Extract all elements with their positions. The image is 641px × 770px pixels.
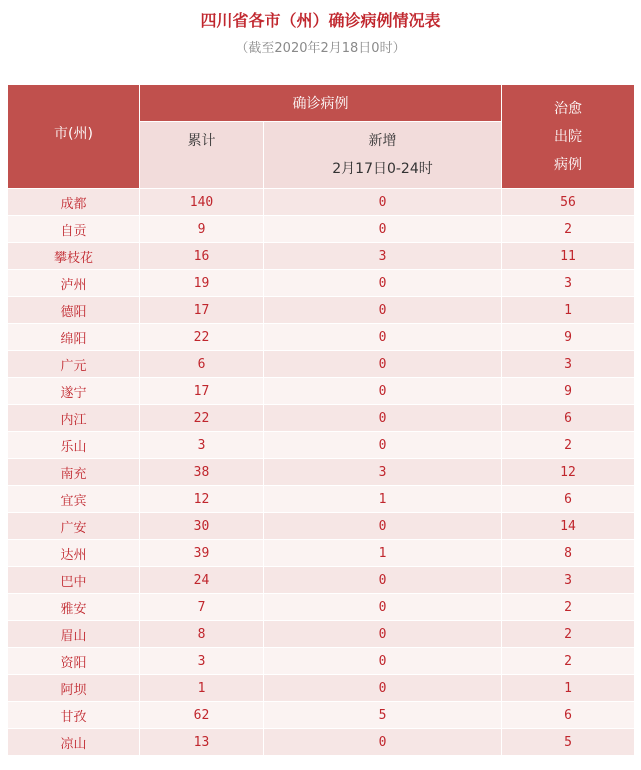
cell-cured: 8 bbox=[502, 540, 635, 567]
cell-city: 广元 bbox=[8, 351, 140, 378]
cell-cured: 1 bbox=[502, 297, 635, 324]
cell-cured: 3 bbox=[502, 351, 635, 378]
cell-city: 巴中 bbox=[8, 567, 140, 594]
header-city: 市(州) bbox=[8, 85, 140, 189]
cell-total: 8 bbox=[140, 621, 264, 648]
cell-total: 62 bbox=[140, 702, 264, 729]
cell-new: 0 bbox=[264, 378, 502, 405]
cell-city: 绵阳 bbox=[8, 324, 140, 351]
cell-city: 雅安 bbox=[8, 594, 140, 621]
cell-cured: 2 bbox=[502, 648, 635, 675]
cell-total: 22 bbox=[140, 324, 264, 351]
table-body bbox=[8, 189, 635, 756]
cell-cured: 2 bbox=[502, 621, 635, 648]
cell-total: 39 bbox=[140, 540, 264, 567]
cell-total: 3 bbox=[140, 648, 264, 675]
cell-new: 0 bbox=[264, 729, 502, 756]
cell-total: 140 bbox=[140, 189, 264, 216]
table-row bbox=[8, 351, 635, 378]
cell-total: 3 bbox=[140, 432, 264, 459]
cell-city: 内江 bbox=[8, 405, 140, 432]
header-cured bbox=[502, 85, 635, 189]
cell-total: 30 bbox=[140, 513, 264, 540]
cell-cured: 2 bbox=[502, 432, 635, 459]
cell-total: 9 bbox=[140, 216, 264, 243]
cell-city: 阿坝 bbox=[8, 675, 140, 702]
cell-city: 泸州 bbox=[8, 270, 140, 297]
cell-cured: 5 bbox=[502, 729, 635, 756]
page-title: 四川省各市（州）确诊病例情况表 bbox=[200, 11, 441, 30]
cell-cured: 3 bbox=[502, 270, 635, 297]
cell-total: 38 bbox=[140, 459, 264, 486]
cell-cured: 12 bbox=[502, 459, 635, 486]
table-row bbox=[8, 621, 635, 648]
cell-new: 0 bbox=[264, 648, 502, 675]
table-row bbox=[8, 594, 635, 621]
header-total: 累计 bbox=[140, 122, 264, 189]
cell-city: 凉山 bbox=[8, 729, 140, 756]
table-row bbox=[8, 459, 635, 486]
header-confirmed: 确诊病例 bbox=[140, 85, 502, 122]
cell-cured: 9 bbox=[502, 324, 635, 351]
cell-cured: 3 bbox=[502, 567, 635, 594]
cell-cured: 14 bbox=[502, 513, 635, 540]
cell-cured: 6 bbox=[502, 486, 635, 513]
header-cured-line2: 出院 bbox=[554, 128, 582, 145]
table-row bbox=[8, 432, 635, 459]
cell-new: 1 bbox=[264, 540, 502, 567]
cell-new: 0 bbox=[264, 567, 502, 594]
cell-total: 12 bbox=[140, 486, 264, 513]
table-row bbox=[8, 540, 635, 567]
cell-city: 眉山 bbox=[8, 621, 140, 648]
cell-city: 自贡 bbox=[8, 216, 140, 243]
cell-city: 德阳 bbox=[8, 297, 140, 324]
header-cured-line3: 病例 bbox=[554, 156, 582, 173]
table-row bbox=[8, 702, 635, 729]
cell-total: 17 bbox=[140, 378, 264, 405]
header-cured-line1: 治愈 bbox=[554, 100, 582, 117]
table-row bbox=[8, 378, 635, 405]
cell-cured: 6 bbox=[502, 702, 635, 729]
cell-new: 1 bbox=[264, 486, 502, 513]
cell-new: 0 bbox=[264, 621, 502, 648]
cell-new: 0 bbox=[264, 432, 502, 459]
cell-city: 广安 bbox=[8, 513, 140, 540]
table-row bbox=[8, 648, 635, 675]
cell-city: 攀枝花 bbox=[8, 243, 140, 270]
cell-new: 0 bbox=[264, 594, 502, 621]
cell-total: 24 bbox=[140, 567, 264, 594]
cell-city: 遂宁 bbox=[8, 378, 140, 405]
cell-cured: 11 bbox=[502, 243, 635, 270]
table-row bbox=[8, 513, 635, 540]
cell-new: 0 bbox=[264, 270, 502, 297]
header-new-period: 2月17日0-24时 bbox=[332, 161, 433, 177]
table-row bbox=[8, 216, 635, 243]
cell-city: 南充 bbox=[8, 459, 140, 486]
page-subtitle: （截至2020年2月18日0时） bbox=[235, 41, 406, 56]
header-new bbox=[264, 122, 502, 189]
table-row bbox=[8, 189, 635, 216]
cell-city: 成都 bbox=[8, 189, 140, 216]
cell-new: 5 bbox=[264, 702, 502, 729]
cell-cured: 1 bbox=[502, 675, 635, 702]
table-row bbox=[8, 729, 635, 756]
cell-city: 宜宾 bbox=[8, 486, 140, 513]
table-row bbox=[8, 270, 635, 297]
cell-total: 1 bbox=[140, 675, 264, 702]
cell-total: 17 bbox=[140, 297, 264, 324]
cell-new: 0 bbox=[264, 513, 502, 540]
cell-new: 3 bbox=[264, 243, 502, 270]
cell-total: 19 bbox=[140, 270, 264, 297]
table-row bbox=[8, 567, 635, 594]
table-row bbox=[8, 243, 635, 270]
cell-new: 0 bbox=[264, 675, 502, 702]
table-row bbox=[8, 324, 635, 351]
cell-total: 13 bbox=[140, 729, 264, 756]
cell-cured: 2 bbox=[502, 594, 635, 621]
cell-total: 7 bbox=[140, 594, 264, 621]
cell-total: 16 bbox=[140, 243, 264, 270]
cases-table bbox=[7, 84, 635, 756]
cell-new: 0 bbox=[264, 189, 502, 216]
cell-total: 22 bbox=[140, 405, 264, 432]
cell-city: 达州 bbox=[8, 540, 140, 567]
cell-new: 0 bbox=[264, 216, 502, 243]
cell-city: 乐山 bbox=[8, 432, 140, 459]
cell-cured: 9 bbox=[502, 378, 635, 405]
cell-cured: 2 bbox=[502, 216, 635, 243]
cell-total: 6 bbox=[140, 351, 264, 378]
cell-new: 3 bbox=[264, 459, 502, 486]
cell-city: 资阳 bbox=[8, 648, 140, 675]
cell-new: 0 bbox=[264, 351, 502, 378]
cell-new: 0 bbox=[264, 324, 502, 351]
header-new-label: 新增 bbox=[368, 133, 397, 149]
table-row bbox=[8, 405, 635, 432]
table-row bbox=[8, 675, 635, 702]
cell-cured: 56 bbox=[502, 189, 635, 216]
table-row bbox=[8, 486, 635, 513]
cell-city: 甘孜 bbox=[8, 702, 140, 729]
cell-cured: 6 bbox=[502, 405, 635, 432]
cell-new: 0 bbox=[264, 297, 502, 324]
table-row bbox=[8, 297, 635, 324]
cell-new: 0 bbox=[264, 405, 502, 432]
